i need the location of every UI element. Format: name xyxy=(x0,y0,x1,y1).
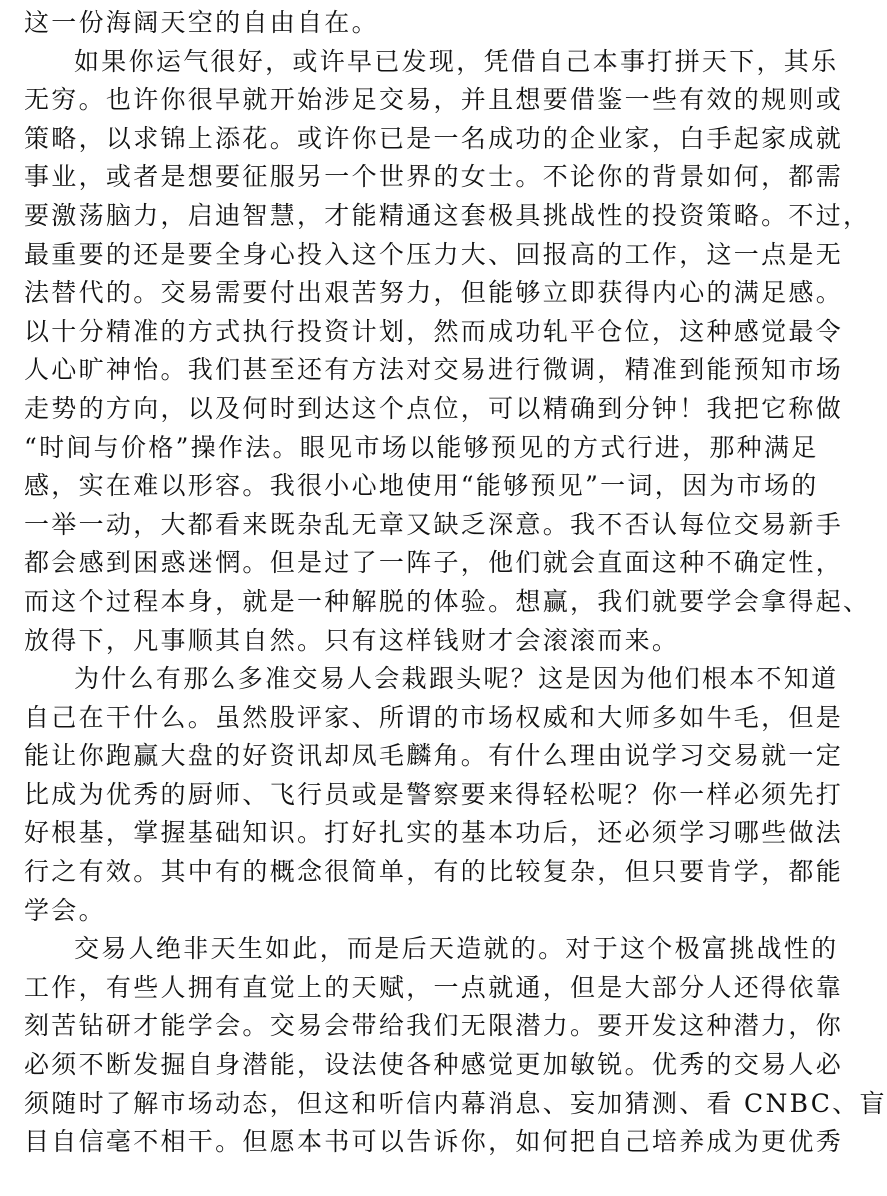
text-line: 行之有效。其中有的概念很简单，有的比较复杂，但只要肯学，都能 xyxy=(24,857,844,887)
text-line: 一举一动，大都看来既杂乱无章又缺乏深意。我不否认每位交易新手 xyxy=(24,509,844,539)
text-line: 必须不断发掘自身潜能，设法使各种感觉更加敏锐。优秀的交易人必 xyxy=(24,1050,844,1080)
text-line: 这一份海阔天空的自由自在。 xyxy=(24,8,379,37)
text-line: 好根基，掌握基础知识。打好扎实的基本功后，还必须学习哪些做法 xyxy=(24,818,844,848)
text-line: 事业，或者是想要征服另一个世界的女士。不论你的背景如何，都需 xyxy=(24,162,844,192)
text-line: 以十分精准的方式执行投资计划，然而成功轧平仓位，这种感觉最令 xyxy=(24,316,844,346)
text-line: 如果你运气很好，或许早已发现，凭借自己本事打拼天下，其乐 xyxy=(74,46,839,76)
text-line: 都会感到困惑迷惘。但是过了一阵子，他们就会直面这种不确定性， xyxy=(24,548,844,578)
text-line: 刻苦钻研才能学会。交易会带给我们无限潜力。要开发这种潜力，你 xyxy=(24,1011,844,1041)
text-line: 交易人绝非天生如此，而是后天造就的。对于这个极富挑战性的 xyxy=(74,934,839,964)
text-line: 比成为优秀的厨师、飞行员或是警察要来得轻松呢？你一样必须先打 xyxy=(24,779,844,809)
text-line: 感，实在难以形容。我很小心地使用“能够预见”一词，因为市场的 xyxy=(24,471,819,501)
text-line: 工作，有些人拥有直觉上的天赋，一点就通，但是大部分人还得依靠 xyxy=(24,972,844,1002)
text-line: 为什么有那么多准交易人会栽跟头呢？这是因为他们根本不知道 xyxy=(74,664,839,694)
text-line: 要激荡脑力，启迪智慧，才能精通这套极具挑战性的投资策略。不过， xyxy=(24,200,871,230)
text-line: 须随时了解市场动态，但这和听信内幕消息、妄加猜测、看 CNBC、盲 xyxy=(24,1088,887,1118)
text-line: 策略，以求锦上添花。或许你已是一名成功的企业家，白手起家成就 xyxy=(24,123,844,153)
text-line: “时间与价格”操作法。眼见市场以能够预见的方式行进，那种满足 xyxy=(24,432,819,462)
text-line: 放得下，凡事顺其自然。只有这样钱财才会滚滚而来。 xyxy=(24,625,680,655)
paragraph-2 xyxy=(24,43,871,661)
text-line: 自己在干什么。虽然股评家、所谓的市场权威和大师多如牛毛，但是 xyxy=(24,702,844,732)
text-line: 能让你跑赢大盘的好资讯却凤毛麟角。有什么理由说学习交易就一定 xyxy=(24,741,844,771)
text-line: 无穷。也许你很早就开始涉足交易，并且想要借鉴一些有效的规则或 xyxy=(24,85,844,115)
text-line: 最重要的还是要全身心投入这个压力大、回报高的工作，这一点是无 xyxy=(24,239,844,269)
text-line: 法替代的。交易需要付出艰苦努力，但能够立即获得内心的满足感。 xyxy=(24,278,844,308)
text-line: 走势的方向，以及何时到达这个点位，可以精确到分钟！我把它称做 xyxy=(24,393,844,423)
text-line: 学会。 xyxy=(24,895,106,925)
paragraph-3 xyxy=(24,660,844,930)
paragraph-1 xyxy=(24,4,740,43)
text-line: 而这个过程本身，就是一种解脱的体验。想赢，我们就要学会拿得起、 xyxy=(24,586,871,616)
paragraph-4 xyxy=(24,930,887,1162)
text-line: 目自信毫不相干。但愿本书可以告诉你，如何把自己培养成为更优秀 xyxy=(24,1127,844,1157)
text-line: 人心旷神怡。我们甚至还有方法对交易进行微调，精准到能预知市场 xyxy=(24,355,844,385)
